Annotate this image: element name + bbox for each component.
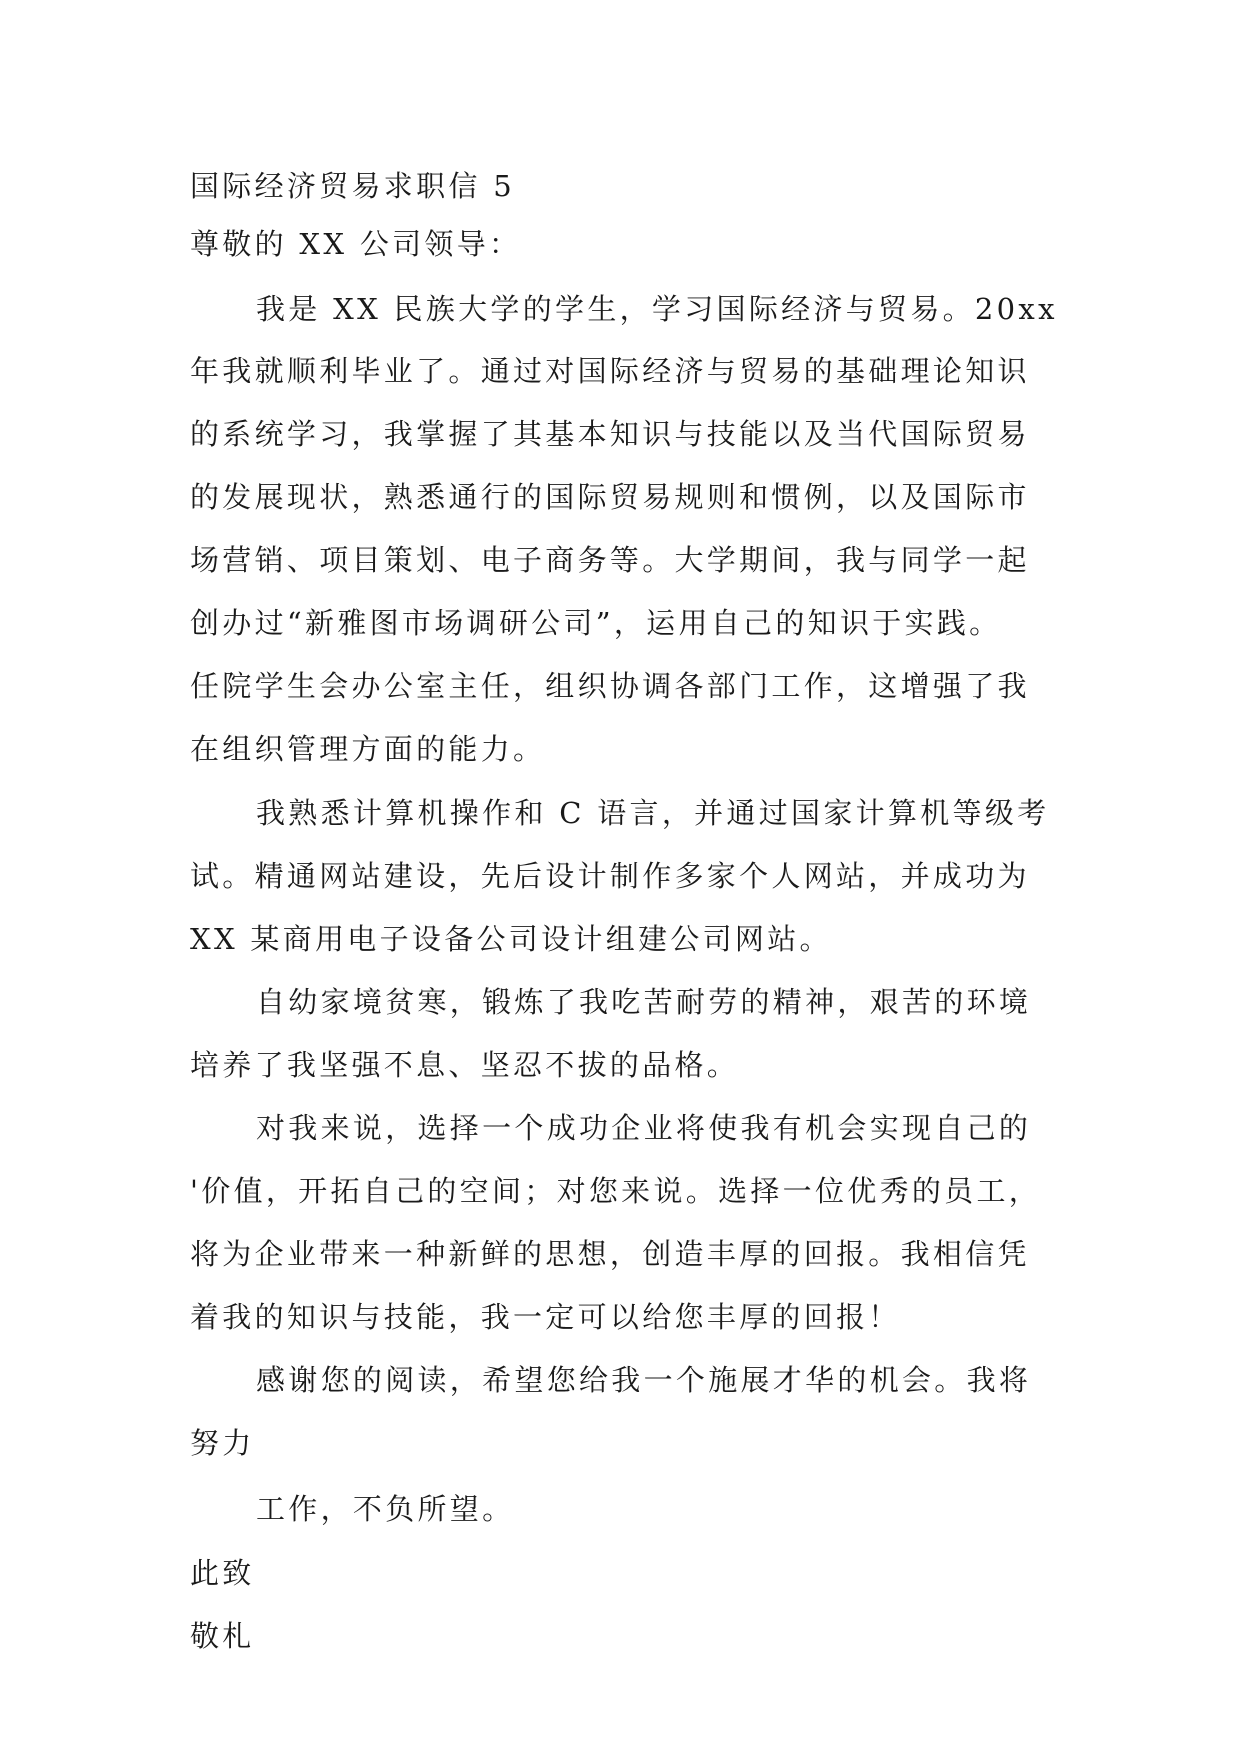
paragraph-line: 工作，不负所望。 — [256, 1492, 515, 1526]
salutation: 尊敬的 XX 公司领导： — [190, 227, 522, 261]
paragraph-line: 对我来说，选择一个成功企业将使我有机会实现自己的 — [256, 1111, 1032, 1145]
paragraph-line: 将为企业带来一种新鲜的思想，创造丰厚的回报。我相信凭 — [190, 1237, 1030, 1271]
paragraph-line: 我是 XX 民族大学的学生，学习国际经济与贸易。20xx — [256, 292, 1058, 326]
paragraph-line: 努力 — [190, 1426, 255, 1460]
paragraph-line: 试。精通网站建设，先后设计制作多家个人网站，并成功为 — [190, 859, 1030, 893]
paragraph-line: 年我就顺利毕业了。通过对国际经济与贸易的基础理论知识 — [190, 354, 1030, 388]
paragraph-line: 场营销、项目策划、电子商务等。大学期间，我与同学一起 — [190, 543, 1030, 577]
paragraph-line: 任院学生会办公室主任，组织协调各部门工作，这增强了我 — [190, 669, 1030, 703]
paragraph-line: 自幼家境贫寒，锻炼了我吃苦耐劳的精神，艰苦的环境 — [256, 985, 1032, 1019]
document-title: 国际经济贸易求职信 5 — [190, 169, 515, 203]
paragraph-line: 着我的知识与技能，我一定可以给您丰厚的回报！ — [190, 1300, 901, 1334]
paragraph-line: 在组织管理方面的能力。 — [190, 732, 546, 766]
closing-phrase: 此致 — [190, 1556, 255, 1590]
paragraph-line: 的发展现状，熟悉通行的国际贸易规则和惯例，以及国际市 — [190, 480, 1030, 514]
paragraph-line: '价值，开拓自己的空间；对您来说。选择一位优秀的员工， — [190, 1174, 1042, 1208]
paragraph-line: 我熟悉计算机操作和 C 语言，并通过国家计算机等级考 — [256, 796, 1050, 830]
paragraph-line: 的系统学习，我掌握了其基本知识与技能以及当代国际贸易 — [190, 417, 1030, 451]
paragraph-line: XX 某商用电子设备公司设计组建公司网站。 — [190, 922, 832, 956]
paragraph-line: 创办过“新雅图市场调研公司”，运用自己的知识于实践。 — [190, 606, 1002, 640]
closing-salute: 敬札 — [190, 1619, 255, 1653]
paragraph-line: 培养了我坚强不息、坚忍不拔的品格。 — [190, 1048, 740, 1082]
paragraph-line: 感谢您的阅读，希望您给我一个施展才华的机会。我将 — [256, 1363, 1032, 1397]
